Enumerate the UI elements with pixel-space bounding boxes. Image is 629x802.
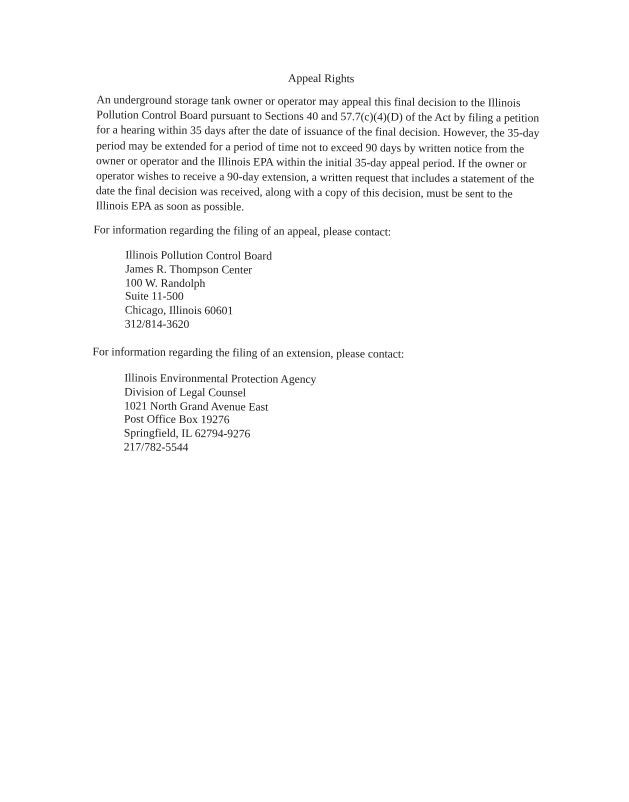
address-line: 312/814-3620 xyxy=(124,318,190,331)
paragraph-line: Pollution Control Board pursuant to Sections 40 and 57.7(c)(4)(D) of the Act by filing a petition xyxy=(96,109,540,125)
address-line: Illinois Environmental Protection Agency xyxy=(124,372,317,386)
paragraph-line: owner or operator and the Illinois EPA within the initial 35-day appeal period. If the owner or xyxy=(96,155,527,171)
address-line: Division of Legal Counsel xyxy=(124,386,247,400)
document-title: Appeal Rights xyxy=(288,72,355,86)
address-line: Springfield, IL 62794-9276 xyxy=(123,427,251,441)
address-line: Illinois Pollution Control Board xyxy=(125,249,273,263)
extension-contact-address xyxy=(124,372,317,456)
paragraph-line: date the final decision was received, along with a copy of this decision, must be sent to the xyxy=(95,185,513,201)
appeal-rights-paragraph xyxy=(96,93,547,218)
extension-contact-intro: For information regarding the filing of an extension, please contact: xyxy=(92,346,405,361)
address-line: Suite 11-500 xyxy=(124,290,184,304)
address-line: Post Office Box 19276 xyxy=(124,413,230,427)
address-line: Chicago, Illinois 60601 xyxy=(124,304,234,318)
appeal-contact-intro: For information regarding the filing of an appeal, please contact: xyxy=(93,224,392,239)
address-line: 100 W. Randolph xyxy=(125,277,206,290)
paragraph-line: Illinois EPA as soon as possible. xyxy=(95,200,245,214)
paragraph-line: period may be extended for a period of time not to exceed 90 days by written notice from the xyxy=(96,139,525,156)
paragraph-line: An underground storage tank owner or operator may appeal this final decision to the Illinois xyxy=(96,94,521,110)
appeal-contact-address xyxy=(125,249,272,333)
address-line: James R. Thompson Center xyxy=(125,263,253,277)
paragraph-line: for a hearing within 35 days after the date of issuance of the final decision. However, the 35-day xyxy=(96,124,540,141)
paragraph-line: operator wishes to receive a 90-day extension, a written request that includes a statement of the xyxy=(95,170,535,186)
address-line: 1021 North Grand Avenue East xyxy=(124,400,269,414)
address-line: 217/782-5544 xyxy=(123,441,189,454)
